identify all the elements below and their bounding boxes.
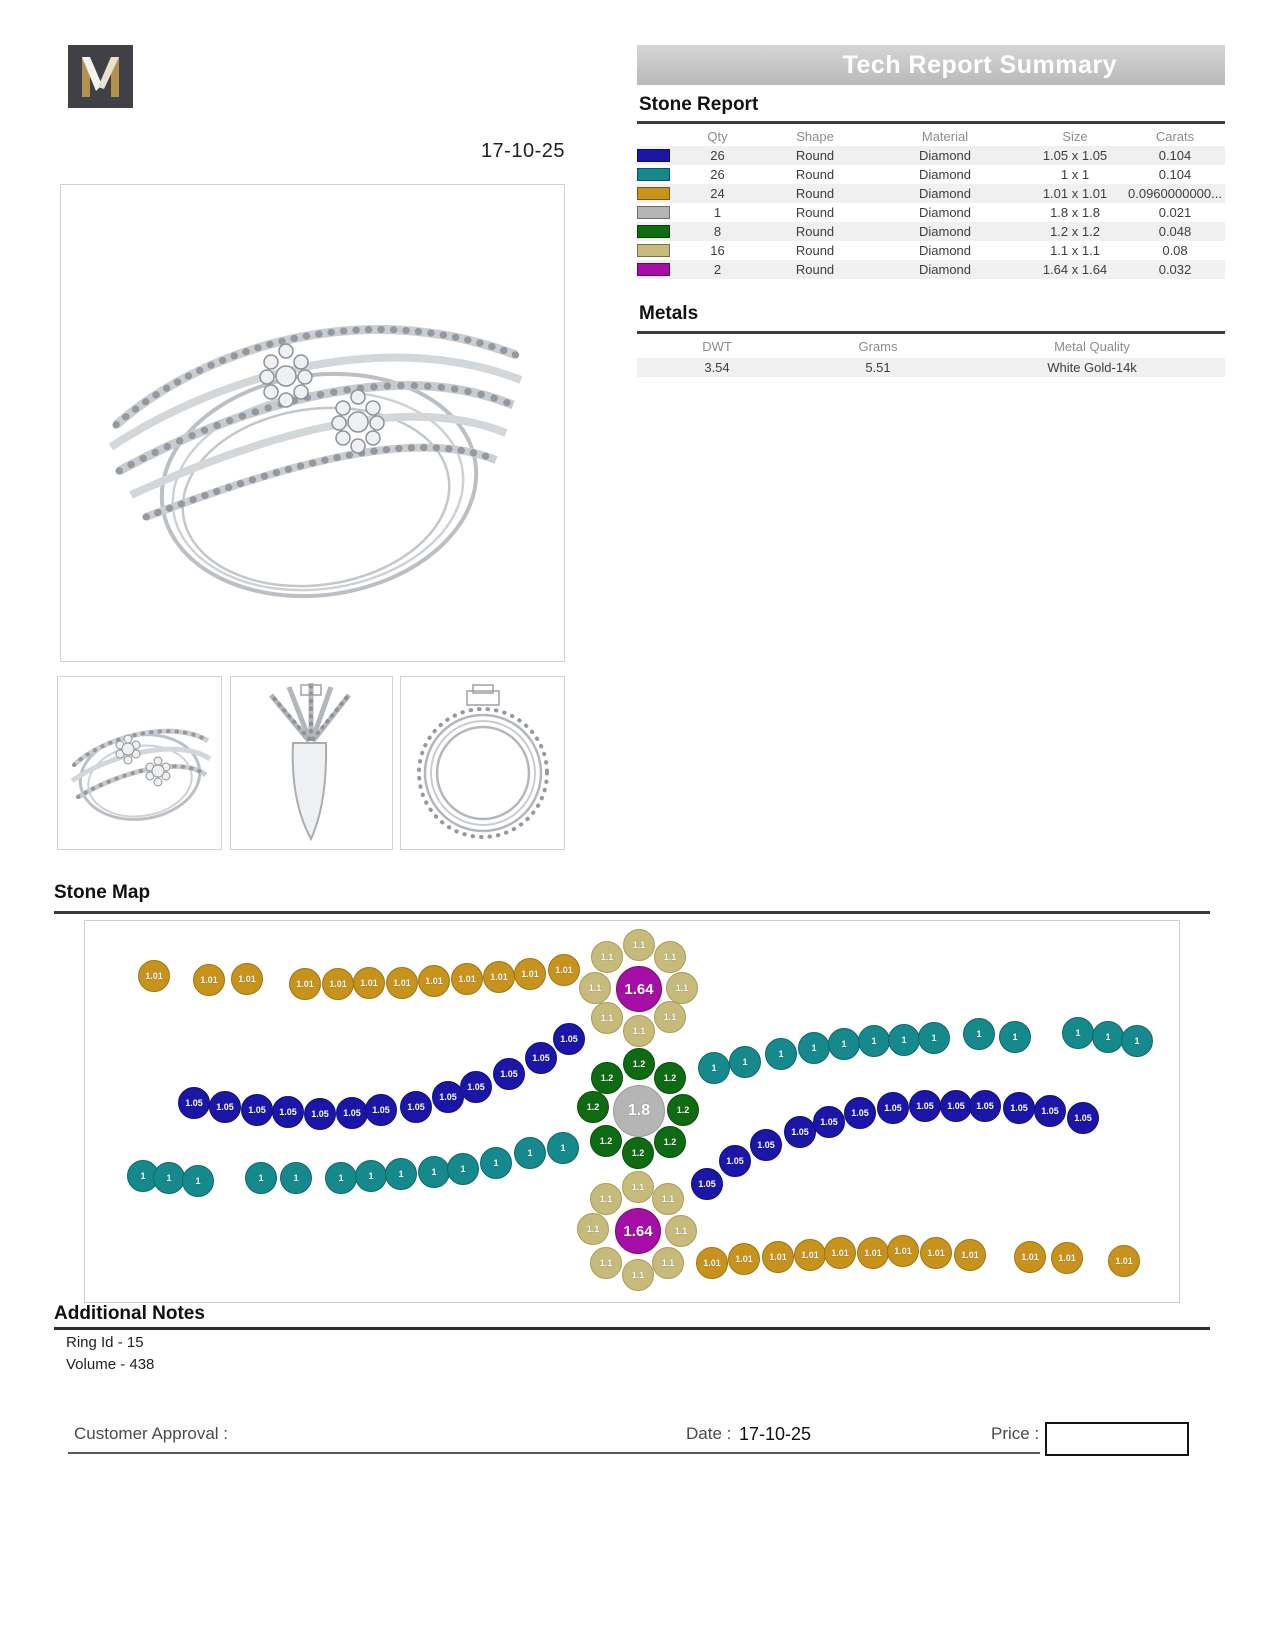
stone-green: 1.2 bbox=[654, 1126, 686, 1158]
stone-khaki: 1.1 bbox=[654, 1001, 686, 1033]
cell-car: 0.0960000000... bbox=[1128, 186, 1222, 201]
stone-green: 1.2 bbox=[667, 1094, 699, 1126]
stone-report-row bbox=[637, 222, 1225, 241]
stone-navy: 1.05 bbox=[750, 1129, 782, 1161]
stone-gold: 1.01 bbox=[451, 963, 483, 995]
cell-sw bbox=[637, 241, 670, 260]
ring-perspective-render bbox=[61, 185, 564, 661]
stone-teal: 1 bbox=[1092, 1021, 1124, 1053]
col-grams: Grams bbox=[858, 339, 898, 354]
stone-color-swatch bbox=[637, 187, 670, 200]
cell-mat: Diamond bbox=[918, 148, 972, 163]
cell-size: 1.01 x 1.01 bbox=[1042, 186, 1108, 201]
cell-qty: 26 bbox=[710, 167, 725, 182]
stone-navy: 1.05 bbox=[1034, 1095, 1066, 1127]
stone-khaki: 1.1 bbox=[623, 929, 655, 961]
stone-map-title: Stone Map bbox=[54, 882, 151, 903]
stone-gold: 1.01 bbox=[887, 1235, 919, 1267]
stone-teal: 1 bbox=[280, 1162, 312, 1194]
ring-thumb-front-view bbox=[400, 676, 565, 850]
stone-color-swatch bbox=[637, 263, 670, 276]
cell-car: 0.08 bbox=[1162, 243, 1188, 258]
stone-gold: 1.01 bbox=[483, 961, 515, 993]
stone-gold: 1.01 bbox=[1014, 1241, 1046, 1273]
stone-report-rows bbox=[637, 146, 1225, 279]
stone-gold: 1.01 bbox=[514, 958, 546, 990]
cell-sw bbox=[637, 165, 670, 184]
stone-navy: 1.05 bbox=[1003, 1092, 1035, 1124]
stone-magenta: 1.64 bbox=[616, 966, 662, 1012]
stone-report-table bbox=[637, 127, 1225, 279]
signature-line bbox=[68, 1452, 1040, 1454]
stone-teal: 1 bbox=[729, 1046, 761, 1078]
cell-car: 0.021 bbox=[1158, 205, 1192, 220]
ring-thumb-side-view bbox=[230, 676, 393, 850]
stone-navy: 1.05 bbox=[178, 1087, 210, 1119]
stone-navy: 1.05 bbox=[553, 1023, 585, 1055]
stone-teal: 1 bbox=[480, 1147, 512, 1179]
stone-khaki: 1.1 bbox=[652, 1183, 684, 1215]
cell-car: 0.048 bbox=[1158, 224, 1192, 239]
stone-teal: 1 bbox=[1121, 1025, 1153, 1057]
stone-teal: 1 bbox=[153, 1162, 185, 1194]
stone-report-row bbox=[637, 146, 1225, 165]
stone-gold: 1.01 bbox=[418, 965, 450, 997]
stone-teal: 1 bbox=[325, 1162, 357, 1194]
ring-side-view-render bbox=[231, 677, 392, 849]
cell-mat: Diamond bbox=[918, 186, 972, 201]
stone-gold: 1.01 bbox=[696, 1247, 728, 1279]
stone-teal: 1 bbox=[963, 1018, 995, 1050]
stone-khaki: 1.1 bbox=[590, 1247, 622, 1279]
stone-gold: 1.01 bbox=[138, 960, 170, 992]
stone-khaki: 1.1 bbox=[591, 941, 623, 973]
stone-navy: 1.05 bbox=[784, 1116, 816, 1148]
date-value: 17-10-25 bbox=[739, 1424, 812, 1444]
stone-khaki: 1.1 bbox=[591, 1002, 623, 1034]
stone-navy: 1.05 bbox=[493, 1058, 525, 1090]
price-label: Price : bbox=[991, 1424, 1040, 1443]
stone-khaki: 1.1 bbox=[579, 972, 611, 1004]
metals-row bbox=[637, 358, 1225, 377]
stone-teal: 1 bbox=[245, 1162, 277, 1194]
stone-navy: 1.05 bbox=[432, 1081, 464, 1113]
cell-qty: 2 bbox=[713, 262, 722, 277]
stone-map-canvas bbox=[84, 920, 1180, 1303]
stone-teal: 1 bbox=[355, 1160, 387, 1192]
cell-size: 1.64 x 1.64 bbox=[1042, 262, 1108, 277]
stone-navy: 1.05 bbox=[719, 1145, 751, 1177]
additional-notes-rule bbox=[54, 1327, 1210, 1330]
stone-report-row bbox=[637, 260, 1225, 279]
stone-gold: 1.01 bbox=[289, 968, 321, 1000]
cell-shape: Round bbox=[795, 205, 835, 220]
cell-car: 0.104 bbox=[1158, 167, 1192, 182]
stone-report-row bbox=[637, 241, 1225, 260]
stone-gold: 1.01 bbox=[353, 967, 385, 999]
stone-khaki: 1.1 bbox=[622, 1259, 654, 1291]
stone-khaki: 1.1 bbox=[665, 1215, 697, 1247]
metals-title: Metals bbox=[639, 303, 699, 324]
stone-color-swatch bbox=[637, 168, 670, 181]
stone-navy: 1.05 bbox=[336, 1097, 368, 1129]
metals-rule bbox=[637, 331, 1225, 334]
stone-navy: 1.05 bbox=[844, 1097, 876, 1129]
metals-header bbox=[637, 337, 1225, 356]
stone-teal: 1 bbox=[547, 1132, 579, 1164]
cell-car: 0.032 bbox=[1158, 262, 1192, 277]
ring-render-main bbox=[60, 184, 565, 662]
note-ring-id: Ring Id - 15 bbox=[66, 1334, 144, 1351]
stone-teal: 1 bbox=[514, 1137, 546, 1169]
cell-sw bbox=[637, 184, 670, 203]
stone-teal: 1 bbox=[918, 1022, 950, 1054]
cell-size: 1.2 x 1.2 bbox=[1050, 224, 1100, 239]
stone-gold: 1.01 bbox=[794, 1239, 826, 1271]
report-date: 17-10-25 bbox=[480, 140, 565, 162]
col-metal-quality: Metal Quality bbox=[1054, 339, 1130, 354]
stone-navy: 1.05 bbox=[813, 1106, 845, 1138]
ring-front-view-render bbox=[401, 677, 564, 849]
stone-navy: 1.05 bbox=[365, 1094, 397, 1126]
stone-navy: 1.05 bbox=[909, 1090, 941, 1122]
stone-teal: 1 bbox=[447, 1153, 479, 1185]
stone-teal: 1 bbox=[385, 1158, 417, 1190]
stone-navy: 1.05 bbox=[304, 1098, 336, 1130]
stone-report-header bbox=[637, 127, 1225, 146]
stone-green: 1.2 bbox=[591, 1062, 623, 1094]
additional-notes-title: Additional Notes bbox=[54, 1303, 205, 1324]
stone-green: 1.2 bbox=[622, 1137, 654, 1169]
stone-gold: 1.01 bbox=[1051, 1242, 1083, 1274]
stone-navy: 1.05 bbox=[400, 1091, 432, 1123]
stone-gold: 1.01 bbox=[386, 967, 418, 999]
stone-gold: 1.01 bbox=[231, 963, 263, 995]
stone-teal: 1 bbox=[765, 1038, 797, 1070]
stone-green: 1.2 bbox=[577, 1091, 609, 1123]
cell-size: 1.05 x 1.05 bbox=[1042, 148, 1108, 163]
stone-navy: 1.05 bbox=[877, 1092, 909, 1124]
stone-gold: 1.01 bbox=[954, 1239, 986, 1271]
stone-khaki: 1.1 bbox=[590, 1183, 622, 1215]
cell-shape: Round bbox=[795, 243, 835, 258]
stone-navy: 1.05 bbox=[209, 1091, 241, 1123]
ring-thumb-top-view bbox=[57, 676, 222, 850]
customer-approval-label: Customer Approval : bbox=[74, 1424, 229, 1443]
logo-m-icon bbox=[68, 45, 133, 108]
grams-value: 5.51 bbox=[865, 360, 891, 375]
stone-teal: 1 bbox=[1062, 1017, 1094, 1049]
dwt-value: 3.54 bbox=[704, 360, 730, 375]
cell-sw bbox=[637, 203, 670, 222]
cell-shape: Round bbox=[795, 262, 835, 277]
stone-navy: 1.05 bbox=[691, 1168, 723, 1200]
stone-navy: 1.05 bbox=[272, 1096, 304, 1128]
stone-teal: 1 bbox=[888, 1024, 920, 1056]
stone-khaki: 1.1 bbox=[577, 1213, 609, 1245]
stone-teal: 1 bbox=[798, 1032, 830, 1064]
stone-teal: 1 bbox=[698, 1052, 730, 1084]
cell-sw bbox=[637, 222, 670, 241]
cell-size: 1.1 x 1.1 bbox=[1050, 243, 1100, 258]
cell-mat: Diamond bbox=[918, 224, 972, 239]
cell-size: 1.8 x 1.8 bbox=[1050, 205, 1100, 220]
ring-top-view-render bbox=[58, 677, 221, 849]
stone-gold: 1.01 bbox=[548, 954, 580, 986]
stone-report-title: Stone Report bbox=[639, 94, 759, 115]
stone-khaki: 1.1 bbox=[652, 1247, 684, 1279]
cell-mat: Diamond bbox=[918, 262, 972, 277]
stone-navy: 1.05 bbox=[460, 1071, 492, 1103]
col-shape: Shape bbox=[796, 129, 834, 144]
brand-logo bbox=[68, 45, 133, 108]
col-carats: Carats bbox=[1155, 129, 1195, 144]
stone-teal: 1 bbox=[828, 1028, 860, 1060]
stone-khaki: 1.1 bbox=[666, 972, 698, 1004]
cell-sw bbox=[637, 260, 670, 279]
metals-table bbox=[637, 337, 1225, 377]
stone-teal: 1 bbox=[999, 1021, 1031, 1053]
cell-mat: Diamond bbox=[918, 243, 972, 258]
cell-qty: 26 bbox=[710, 148, 725, 163]
cell-qty: 24 bbox=[710, 186, 725, 201]
col-qty: Qty bbox=[707, 129, 728, 144]
stone-green: 1.2 bbox=[590, 1125, 622, 1157]
cell-mat: Diamond bbox=[918, 205, 972, 220]
cell-sw bbox=[637, 146, 670, 165]
cell-qty: 16 bbox=[710, 243, 725, 258]
cell-size: 1 x 1 bbox=[1060, 167, 1090, 182]
report-title-bar bbox=[637, 45, 1225, 85]
stone-gold: 1.01 bbox=[824, 1237, 856, 1269]
report-title: Tech Report Summary bbox=[842, 51, 1117, 79]
stone-khaki: 1.1 bbox=[623, 1015, 655, 1047]
stone-gold: 1.01 bbox=[322, 968, 354, 1000]
stone-navy: 1.05 bbox=[1067, 1102, 1099, 1134]
stone-khaki: 1.1 bbox=[622, 1171, 654, 1203]
stone-color-swatch bbox=[637, 225, 670, 238]
stone-report-row bbox=[637, 184, 1225, 203]
cell-qty: 1 bbox=[713, 205, 722, 220]
stone-navy: 1.05 bbox=[969, 1090, 1001, 1122]
cell-qty: 8 bbox=[713, 224, 722, 239]
stone-report-row bbox=[637, 203, 1225, 222]
cell-car: 0.104 bbox=[1158, 148, 1192, 163]
stone-khaki: 1.1 bbox=[654, 941, 686, 973]
stone-navy: 1.05 bbox=[241, 1094, 273, 1126]
stone-navy: 1.05 bbox=[525, 1042, 557, 1074]
col-dwt: DWT bbox=[702, 339, 732, 354]
stone-color-swatch bbox=[637, 206, 670, 219]
cell-shape: Round bbox=[795, 148, 835, 163]
price-box bbox=[1045, 1422, 1189, 1456]
stone-teal: 1 bbox=[182, 1165, 214, 1197]
cell-shape: Round bbox=[795, 224, 835, 239]
metal-quality-value: White Gold-14k bbox=[1047, 360, 1137, 375]
stone-report-row bbox=[637, 165, 1225, 184]
stone-green: 1.2 bbox=[654, 1062, 686, 1094]
stone-teal: 1 bbox=[418, 1156, 450, 1188]
note-volume: Volume - 438 bbox=[66, 1356, 155, 1373]
stone-report-rule bbox=[637, 121, 1225, 124]
stone-gray: 1.8 bbox=[613, 1085, 665, 1137]
stone-gold: 1.01 bbox=[193, 964, 225, 996]
stone-color-swatch bbox=[637, 244, 670, 257]
stone-teal: 1 bbox=[127, 1160, 159, 1192]
col-size: Size bbox=[1062, 129, 1088, 144]
stone-magenta: 1.64 bbox=[615, 1208, 661, 1254]
cell-mat: Diamond bbox=[918, 167, 972, 182]
stone-gold: 1.01 bbox=[728, 1243, 760, 1275]
stone-gold: 1.01 bbox=[920, 1237, 952, 1269]
stone-color-swatch bbox=[637, 149, 670, 162]
col-material: Material bbox=[921, 129, 969, 144]
stone-map-rule bbox=[54, 911, 1210, 914]
cell-shape: Round bbox=[795, 186, 835, 201]
stone-green: 1.2 bbox=[623, 1048, 655, 1080]
date-label: Date : bbox=[686, 1424, 732, 1443]
stone-teal: 1 bbox=[858, 1025, 890, 1057]
cell-shape: Round bbox=[795, 167, 835, 182]
swatch-column-header bbox=[637, 127, 670, 146]
stone-navy: 1.05 bbox=[940, 1090, 972, 1122]
stone-gold: 1.01 bbox=[762, 1241, 794, 1273]
stone-gold: 1.01 bbox=[857, 1237, 889, 1269]
stone-gold: 1.01 bbox=[1108, 1245, 1140, 1277]
